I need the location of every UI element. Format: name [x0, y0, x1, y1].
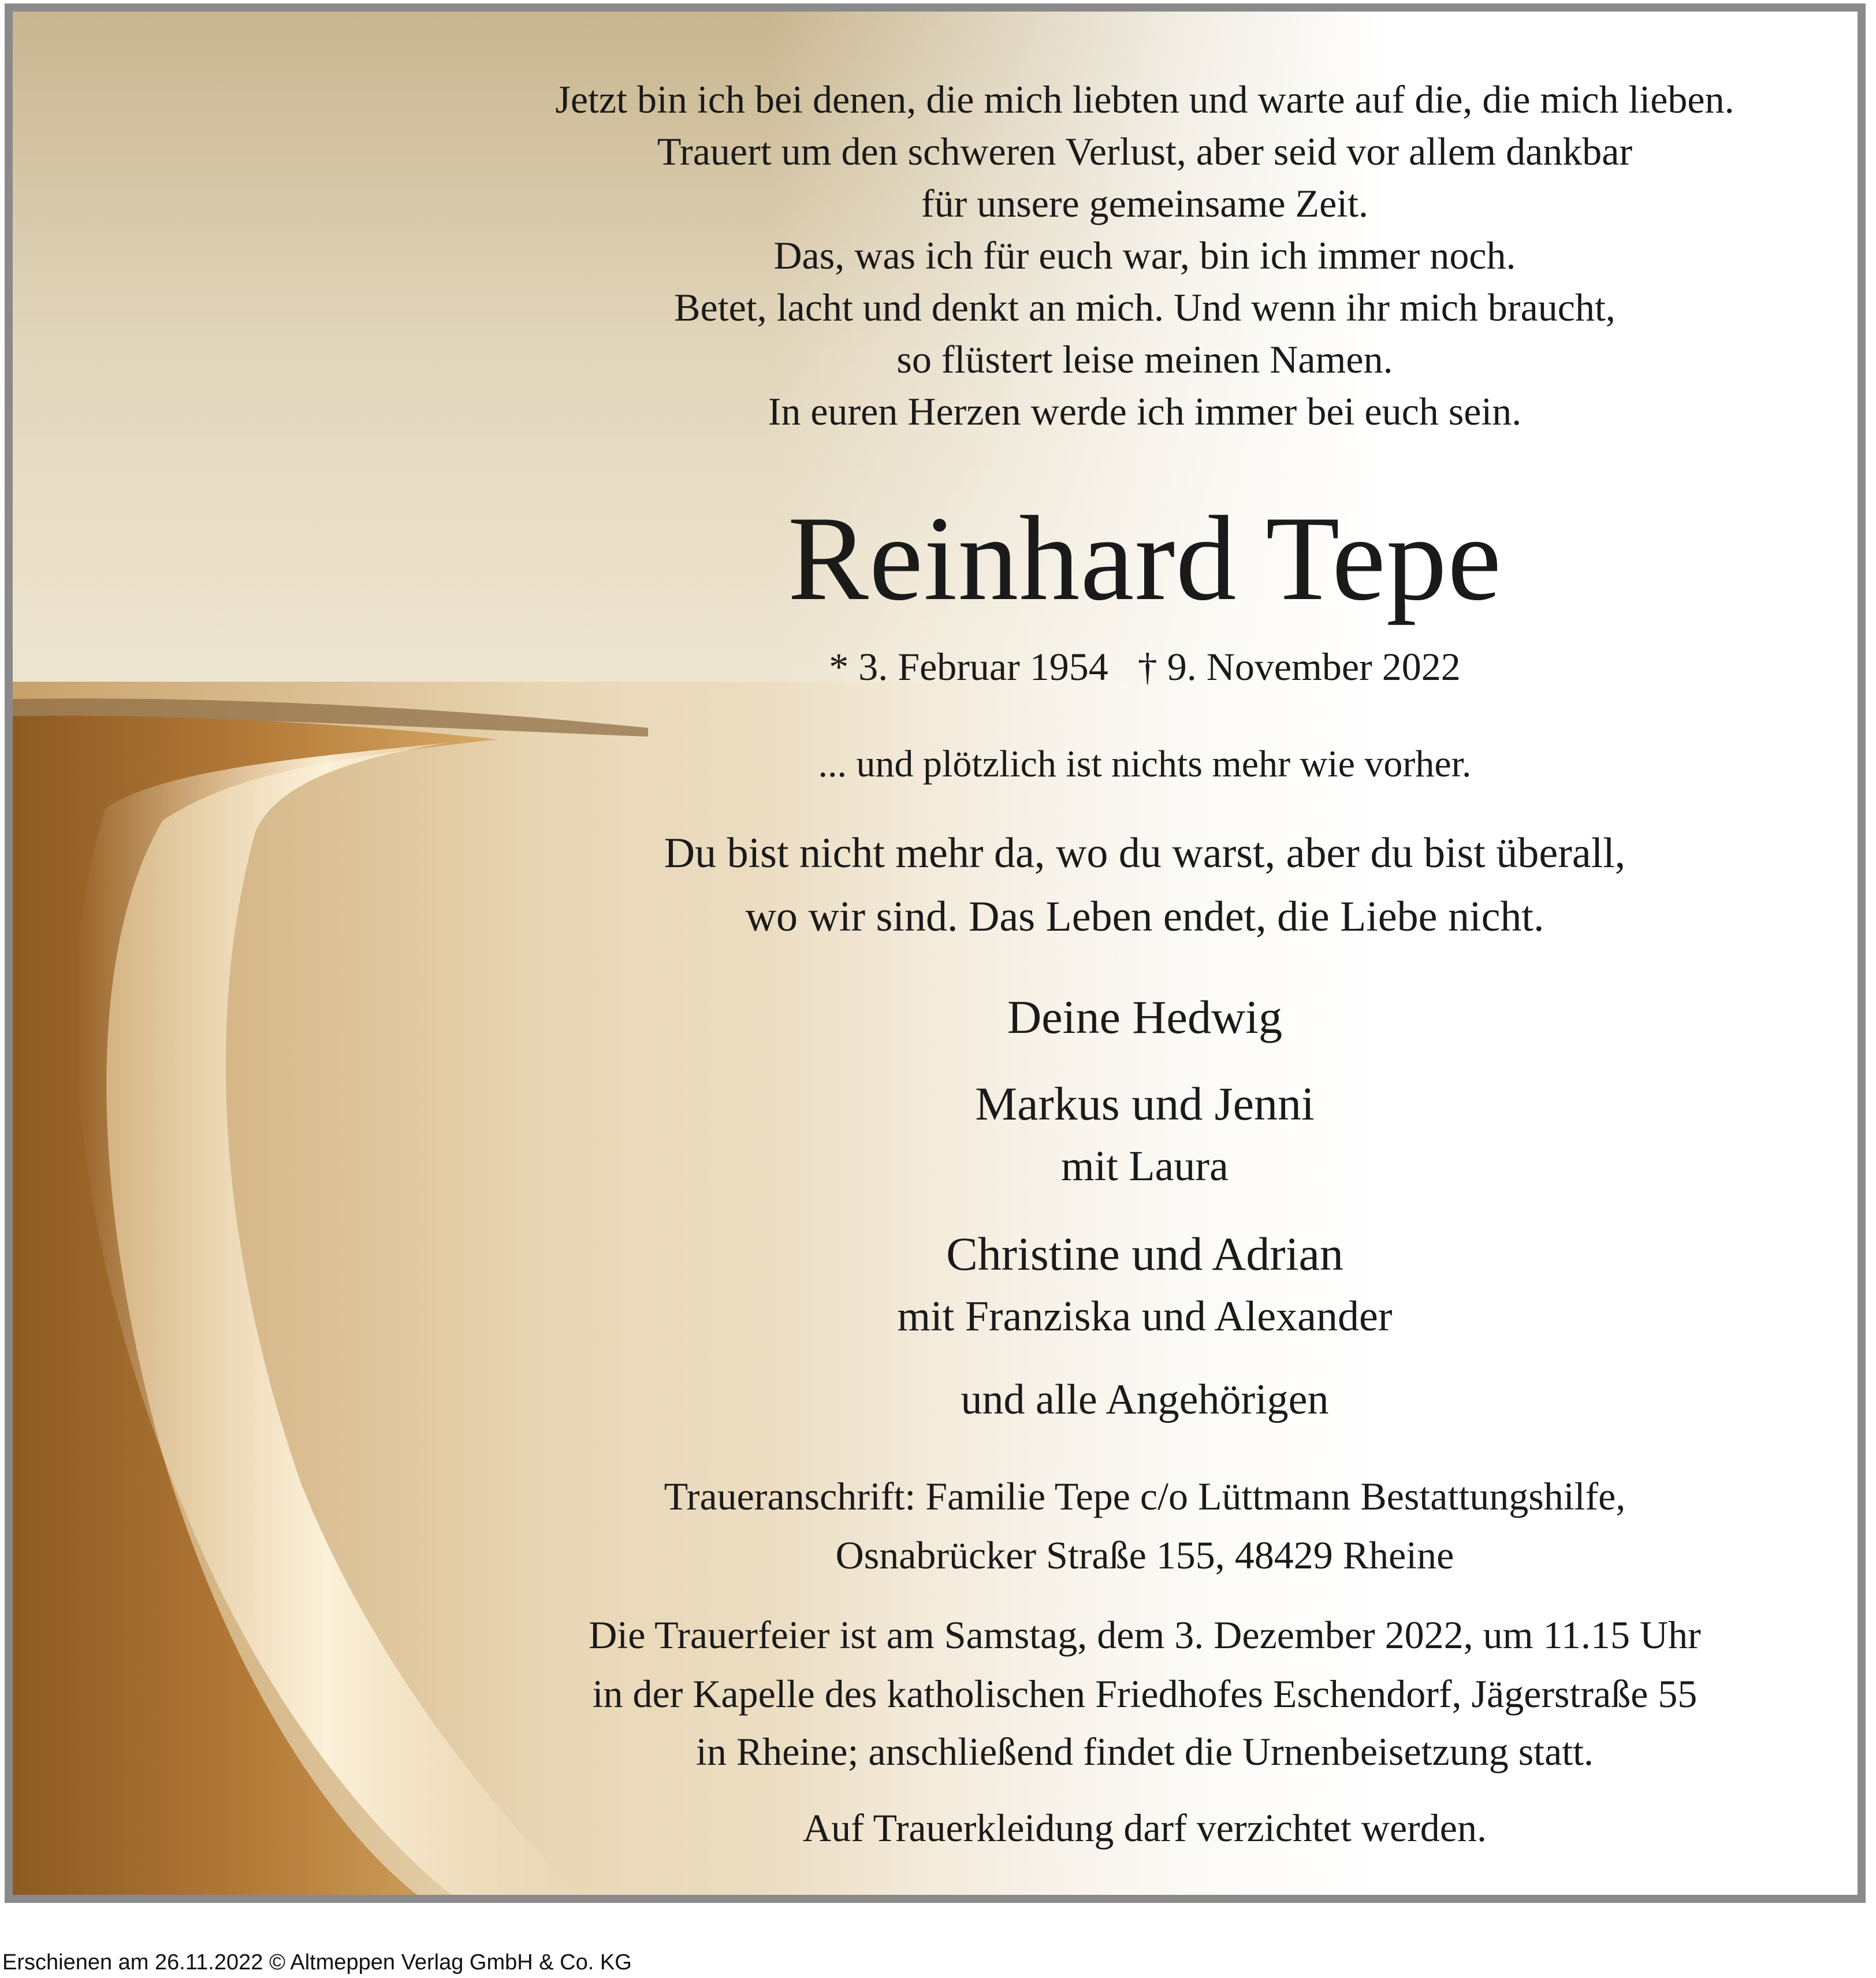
- mourner-relatives: und alle Angehörigen: [961, 1376, 1329, 1423]
- address-line: Osnabrücker Straße 155, 48429 Rheine: [835, 1533, 1454, 1577]
- poem-line: für unsere gemeinsame Zeit.: [921, 181, 1369, 225]
- address-line: Traueranschrift: Familie Tepe c/o Lüttmann Bestattungshilfe,: [664, 1474, 1626, 1518]
- mourner-grandchild: mit Franziska und Alexander: [897, 1293, 1393, 1340]
- mourner-child: Markus und Jenni: [975, 1077, 1315, 1130]
- poem-line: Jetzt bin ich bei denen, die mich liebten und warte auf die, die mich lieben.: [555, 77, 1734, 121]
- life-dates: * 3. Februar 1954 † 9. November 2022: [829, 645, 1461, 689]
- mourner-child: Christine und Adrian: [946, 1228, 1343, 1280]
- mourner-spouse: Deine Hedwig: [1007, 991, 1282, 1043]
- obituary-frame: [5, 3, 1866, 1903]
- poem-line: Trauert um den schweren Verlust, aber seid vor allem dankbar: [657, 129, 1633, 173]
- poem-line: Das, was ich für euch war, bin ich immer noch.: [773, 233, 1516, 277]
- poem-line: Betet, lacht und denkt an mich. Und wenn ihr mich braucht,: [674, 285, 1616, 329]
- deceased-name: Reinhard Tepe: [787, 492, 1502, 626]
- dress-note: Auf Trauerkleidung darf verzichtet werden.: [803, 1806, 1487, 1850]
- ceremony-line: Die Trauerfeier ist am Samstag, dem 3. Dezember 2022, um 11.15 Uhr: [589, 1613, 1701, 1657]
- ceremony-line: in Rheine; anschließend findet die Urnenbeisetzung statt.: [695, 1730, 1594, 1773]
- poem-line: In euren Herzen werde ich immer bei euch sein.: [768, 389, 1522, 433]
- quote-line: Du bist nicht mehr da, wo du warst, aber du bist überall,: [664, 830, 1626, 877]
- ceremony-line: in der Kapelle des katholischen Friedhofes Eschendorf, Jägerstraße 55: [592, 1672, 1698, 1716]
- poem-line: so flüstert leise meinen Namen.: [896, 337, 1393, 381]
- mourner-grandchild: mit Laura: [1061, 1143, 1229, 1190]
- subline: ... und plötzlich ist nichts mehr wie vorher.: [818, 743, 1472, 785]
- publication-footer: Erschienen am 26.11.2022 © Altmeppen Verlag GmbH & Co. KG: [2, 1950, 632, 1975]
- quote-line: wo wir sind. Das Leben endet, die Liebe nicht.: [745, 893, 1544, 940]
